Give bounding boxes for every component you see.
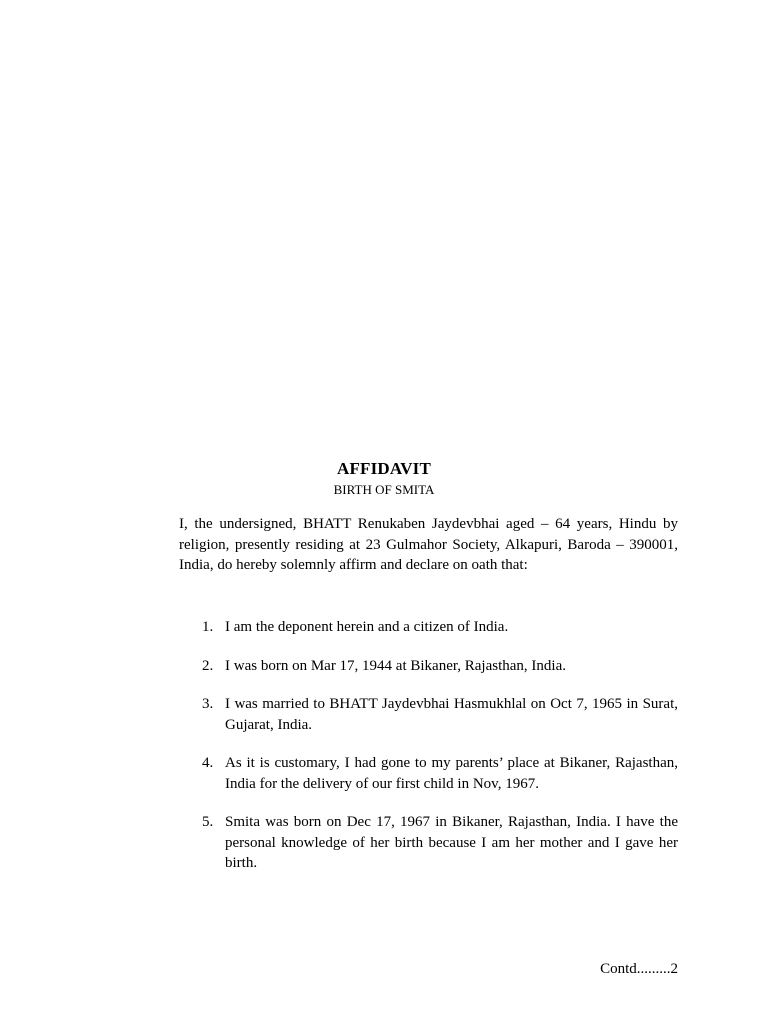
item-text: As it is customary, I had gone to my parents’ place at Bikaner, Rajasthan, India for the delivery of our first child in Nov, 1967. bbox=[225, 755, 678, 792]
continued-marker: Contd.........2 bbox=[600, 961, 678, 977]
item-number: 4. bbox=[202, 755, 214, 771]
item-number: 5. bbox=[202, 814, 214, 830]
list-item bbox=[179, 753, 678, 794]
list-item bbox=[179, 617, 678, 638]
intro-paragraph: I, the undersigned, BHATT Renukaben Jaydevbhai aged – 64 years, Hindu by religion, presently residing at 23 Gulmahor Society, Alkapuri, Baroda – 390001, India, do hereby solemnly affirm and declare on oath that: bbox=[179, 516, 678, 573]
list-item bbox=[179, 812, 678, 874]
list-item bbox=[179, 694, 678, 735]
item-text: I was married to BHATT Jaydevbhai Hasmukhlal on Oct 7, 1965 in Surat, Gujarat, India. bbox=[225, 696, 678, 733]
list-item bbox=[179, 656, 678, 677]
declaration-list bbox=[179, 617, 678, 874]
item-number: 1. bbox=[202, 619, 214, 635]
item-text: I am the deponent herein and a citizen of India. bbox=[225, 619, 509, 635]
item-number: 3. bbox=[202, 696, 214, 712]
document-title: AFFIDAVIT bbox=[336, 459, 432, 478]
document-subtitle: BIRTH OF SMITA bbox=[333, 482, 435, 497]
item-number: 2. bbox=[202, 657, 214, 674]
item-text: I was born on Mar 17, 1944 at Bikaner, Rajasthan, India. bbox=[225, 657, 566, 674]
item-text: Smita was born on Dec 17, 1967 in Bikaner, Rajasthan, India. I have the personal knowledge of her birth because I am her mother and I gave her birth. bbox=[225, 814, 678, 871]
